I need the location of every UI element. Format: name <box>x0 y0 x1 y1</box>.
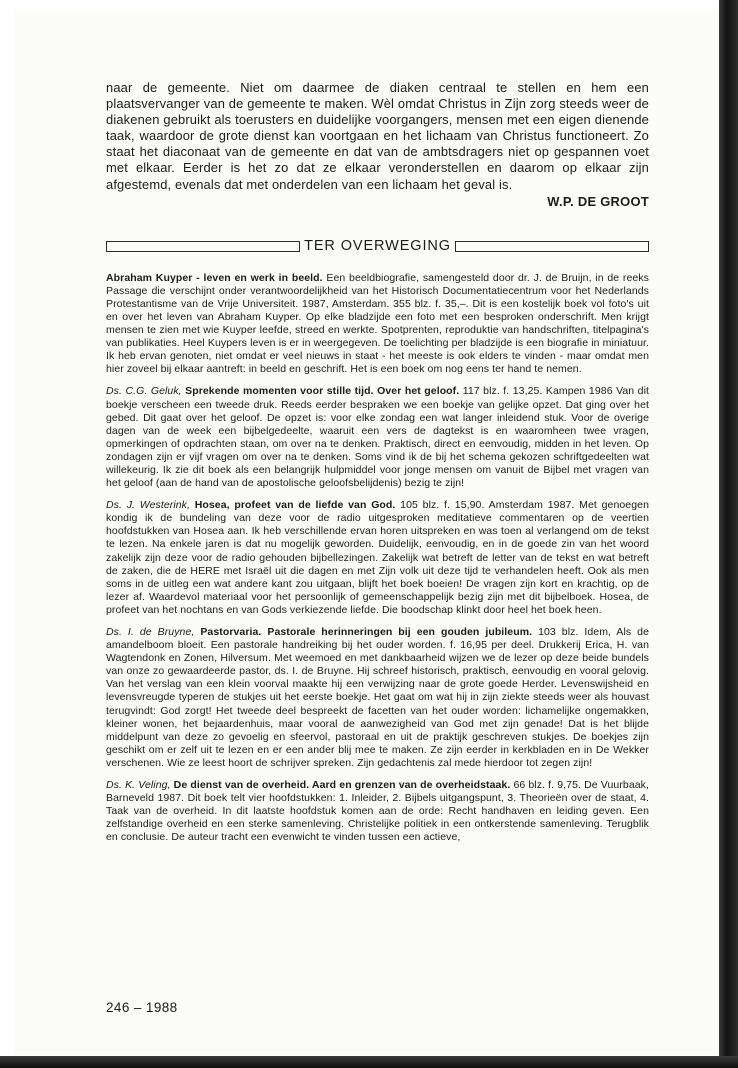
section-rule-right <box>455 241 649 252</box>
review-author: Ds. K. Veling, <box>106 779 171 792</box>
review-book-title: De dienst van de overheid. Aard en grenzen van de overheidstaak. <box>170 779 511 792</box>
author-signature: W.P. DE GROOT <box>547 193 649 209</box>
review-text <box>106 626 649 770</box>
page-edge-shadow-bottom <box>0 1056 738 1068</box>
review-item <box>106 272 649 377</box>
review-author: Ds. J. Westerink, <box>106 499 190 512</box>
section-title: TER OVERWEGING <box>304 237 451 254</box>
review-body: 103 blz. Idem, Als de amandelboom bloeit. Een pastorale handreiking bij het ouder worden. f. 16,95 per deel. Drukkerij Erica, H. van Wagtendonk en Zonen, Hilversum. Met weemoed en met dankbaarheid wijzen we de lezer op deze beide bundels van onze zo gewaardeerde pastor, ds. I. de Bruyne. Hij schreef historisch, praktisch, eenvoudig en vooral gelovig. Van het verslag van een klein voorval maakte hij een verwijzing naar de grote goede Herder. Levenswijsheid en levensvreugde typeren de stukjes uit het eerste boekje. Het gaat om wat hij in zijn ziekte steeds weer als houvast terugvindt: God zorgt! Het tweede deel bespreekt de facetten van het ouder worden: lichamelijke ongemakken, kleiner wonen, het bejaardenhuis, maar vooral de aanwezigheid van God met zijn genade! Dat is het blijde middelpunt van deze zo gevoelig en sfeervol, pastoraal en uit de praktijk geschreven stukjes. De boekjes zijn geschikt om er zelf uit te lezen en er een ander blij mee te maken. Ze zijn eerder in kerkbladen en in De Wekker verschenen. Wie ze leest hoort de schrijver spreken. Zijn gedachtenis zal mede hierdoor tot zegen zijn! <box>106 626 650 769</box>
review-item <box>106 499 649 617</box>
intro-paragraph: naar de gemeente. Niet om daarmee de diaken centraal te stellen en hem een plaatsvervanger van de gemeente te maken. Wèl omdat Christus in Zijn zorg steeds weer de diakenen gebruikt als toerusters en duidelijke voorgangers, mensen met een eigen dienende taak, waardoor de grote dienst kan voortgaan en het lichaam van Christus functioneert. Zo staat het diaconaat van de gemeente en dat van de ambtsdragers niet op gespannen voet met elkaar. Eerder is het zo dat ze elkaar veronderstellen en daarom op elkaar zijn afgestemd, evenals dat met onderdelen van een lichaam het geval is. <box>106 80 649 192</box>
review-item <box>106 626 649 770</box>
page-content <box>106 80 649 854</box>
page-edge-shadow-right <box>719 0 738 1068</box>
section-rule-left <box>106 241 300 252</box>
intro-section <box>106 80 649 209</box>
review-text <box>106 272 649 377</box>
page-number: 246 – 1988 <box>106 1000 178 1015</box>
review-text <box>106 385 649 490</box>
review-author: Ds. I. de Bruyne, <box>106 626 195 638</box>
review-body: 117 blz. f. 13,25. Kampen 1986 Van dit boekje verscheen een tweede druk. Reeds eerder bespraken we een boekje van gelijke opzet. Dat ging over het gebed. Dit gaat over het geloof. De opzet is: voor elke zondag een wat langer inleidend stuk. Voor de overige dagen van de week een bijbelgedeelte, waaruit een vers de dagtekst is en waaromheen twee vragen, opmerkingen of opdrachten staan, om over na te denken. Praktisch, direct en eenvoudig, midden in het leven. Op zondagen zijn er vijf vragen om over na te denken. Soms vind ik de bij het schema gekozen schriftgedeelten wat willekeurig. Ik zie dit boek als een belangrijk hulpmiddel voor jonge mensen om vanuit de Bijbel met vragen van het geloof (aan de hand van de apostolische geloofsbelijdenis) bezig te zijn! <box>106 385 650 490</box>
review-list <box>106 272 649 845</box>
review-author: Ds. C.G. Geluk, <box>106 385 182 398</box>
review-item <box>106 779 649 844</box>
review-book-title: Sprekende momenten voor stille tijd. Over het geloof. <box>181 385 460 398</box>
review-book-title: Pastorvaria. Pastorale herinneringen bij een gouden jubileum. <box>194 626 533 638</box>
review-book-title: Abraham Kuyper - leven en werk in beeld. <box>106 271 323 284</box>
review-book-title: Hosea, profeet van de liefde van God. <box>190 499 396 512</box>
review-body: Een beeldbiografie, samengesteld door dr. J. de Bruijn, in de reeks Passage die verschijnt onder verantwoordelijkheid van het Historisch Documentatiecentrum voor het Nederlands Protestantisme van de Vrije Universiteit. 1987, Amsterdam. 355 blz. f. 35,–. Dit is een kostelijk boek vol foto's uit en over het leven van Abraham Kuyper. Op elke bladzijde een foto met een besproken onderschrift. Men krijgt mensen te zien met wie Kuyper leefde, streed en werkte. Spotprenten, reproduktie van handschriften, titelpagina's van publikaties. Heel Kuypers leven is er in weergegeven. De toelichting per bladzijde is een biografie in miniatuur. Ik heb ervan genoten, niet omdat er veel nieuws in staat - het meeste is ook elders te vinden - maar omdat men hier zoveel bij elkaar aantreft: in beeld en geschrift. Het is een boek om nog eens ter hand te nemen. <box>106 271 650 376</box>
review-body: 105 blz. f. 15,90. Amsterdam 1987. Met genoegen kondig ik de bundeling van deze voor de radio uitgesproken meditatieve commentaren op de veertien hoofdstukken van Hosea aan. Ik heb verschillende ervan horen uitspreken en was toen al verlangend om de tekst te lezen. Na enkele jaren is dat nu mogelijk geworden. Duidelijk, eenvoudig, en in de goede zin van het woord zakelijk zijn deze voor de radio gehouden bijbellezingen. Zakelijk wat betreft de letter van de tekst en wat betreft de zaken, die de HERE met Israël uit die dagen en met Zijn volk uit deze tijd te verhandelen heeft. Ook als men soms in de uitleg een wat andere kant zou uitgaan, blijft het boek boeien! De vragen zijn kort en krachtig, op de lezer af. Waardevol materiaal voor het persoonlijk of gemeenschappelijk bezig zijn met dit bijbelboek. Hosea, de profeet van het nochtans en van Gods verkiezende liefde. Die boodschap klinkt door heel het boek heen. <box>106 499 649 616</box>
review-text <box>106 499 649 617</box>
review-body: 66 blz. f. 9,75. De Vuurbaak, Barneveld 1987. Dit boek telt vier hoofdstukken: 1. Inleider, 2. Bijbels uitgangspunt, 3. Theorieën over de staat, 4. Taak van de overheid. In dit laatste hoofdstuk komen aan de orde: Recht handhaven en leiding geven. Een zelfstandige overheid en een sterke samenleving. Christelijke politiek in een ontkerstende samenleving. Terugblik en conclusie. De auteur tracht een evenwicht te vinden tussen een actieve, <box>106 779 649 844</box>
section-header <box>106 235 649 257</box>
review-text <box>106 779 649 844</box>
review-item <box>106 385 649 490</box>
